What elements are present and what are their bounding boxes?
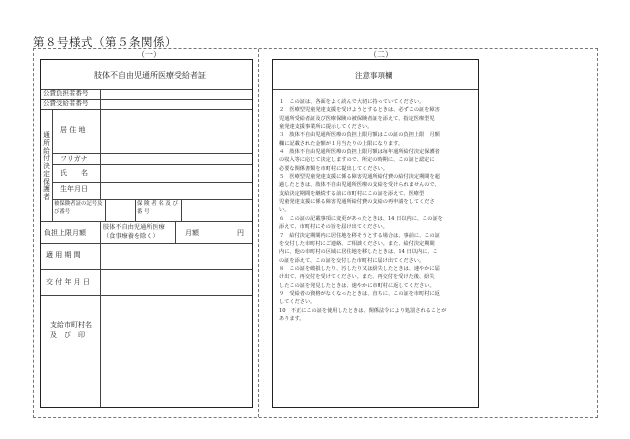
note-line: の収入等に応じて決定しますので、所定の時期に、この証と認定に xyxy=(279,157,435,164)
note-line: してください。 xyxy=(279,299,316,306)
note-line: を交付した市町村にご連絡、ご相談ください。また、給付決定期間 xyxy=(279,240,435,247)
note-line: ８ この証を破損したり、汚したり又は紛失したときは、速やかに届 xyxy=(279,265,440,272)
note-line: ３ 肢体不自由児通所医療の負担上限月額はこの証の負担上限 月額 xyxy=(279,132,440,139)
form-number-title: 第８号様式（第５条関係） xyxy=(33,35,177,49)
note-line: 童発達支援事業所に提示してください。 xyxy=(279,124,373,131)
application-period-label: 適 用 期 間 xyxy=(46,251,81,259)
note-line: 過したときは、肢体不自由児通所医療の支給を受けられませんので、 xyxy=(279,182,440,189)
note-line: ６ この証の記載事項に変更があったときは、14 日以内に、この証を xyxy=(279,215,443,222)
guardian-group-label: 通所給付決定保護者 xyxy=(43,131,50,202)
note-line: したこの証を発見したときは、速やかに市町村に返してください。 xyxy=(279,282,435,289)
name-label: 氏 名 xyxy=(60,169,88,177)
note-line: ７ 給付決定期間内に居住地を移そうとする場合は、事前に、この証 xyxy=(279,232,440,239)
fold-line xyxy=(258,49,259,417)
payer-number-label: 公費負担者番号 xyxy=(43,89,89,97)
notes-panel xyxy=(272,59,479,408)
note-line: 10 不正にこの証を使用したときは、関係法令により処罰されることが xyxy=(279,307,447,314)
note-line: の証を添えて、この証を交付した市町村に届け出てください。 xyxy=(279,257,425,264)
municipality-label-line2: 及 び 印 xyxy=(50,331,85,339)
notes-heading: 注意事項欄 xyxy=(355,71,393,80)
municipality-label-line1: 支給市町村名 xyxy=(50,321,92,329)
note-line: い。 xyxy=(279,207,290,214)
recipient-number-label: 公費受給者番号 xyxy=(43,99,89,107)
address-label: 居 住 地 xyxy=(60,126,86,134)
furigana-label: フリガナ xyxy=(60,155,88,163)
note-line: ２ 医療型児童発達支援を受けようとするときは、必ずこの証を障害 xyxy=(279,107,440,114)
yen-unit: 円 xyxy=(237,229,244,237)
note-line: ９ 受給者の資格がなくなったときは、直ちに、この証を市町村に返 xyxy=(279,290,440,297)
monthly-cap-value-label: 肢体不自由児通所医療（食事療養を除く） xyxy=(103,224,165,240)
monthly-cap-label: 負担上限月額 xyxy=(44,229,86,237)
note-line: 内に、他の市町村の区域に居住地を移したときは、14 日以内に、こ xyxy=(279,249,438,256)
note-line: 欄に記載された金額が１月当たりの上限になります。 xyxy=(279,140,404,147)
monthly-unit: 月額 xyxy=(185,229,199,237)
insurer-number-label: 保 険 者 名 及 び 番 号 xyxy=(137,201,178,216)
note-line: 支給決定期間を継続する前に市町村にこの証を添えて、医療型 xyxy=(279,190,425,197)
note-line: 児通所受給者証及び医療保険の被保険者証を添えて、指定医療型児 xyxy=(279,115,435,122)
note-line: ５ 医療型児童発達支援に係る障害児通所給付費の給付決定期間を超 xyxy=(279,174,440,181)
note-line: １ この証は、各面をよく読んで大切に持っていてください。 xyxy=(279,99,425,105)
left-panel-label: （一） xyxy=(137,50,161,59)
insured-symbol-label: 被保険者証の記号及び番号 xyxy=(54,201,103,216)
certificate-panel xyxy=(40,59,253,408)
right-panel-label: （二） xyxy=(369,50,393,59)
note-line: 必要な関係書類を市町村に提出してください。 xyxy=(279,165,388,172)
birth-date-label: 生年月日 xyxy=(60,185,88,193)
note-line: ４ 肢体不自由児通所医療の負担上限月額は毎年通所給付決定保護者 xyxy=(279,149,440,156)
note-line: け出て、再交付を受けてください。また、再交付を受けた後、紛失 xyxy=(279,274,435,281)
note-line: あります。 xyxy=(279,315,305,322)
notes-list xyxy=(279,98,473,323)
note-line: 添えて、市町村にその旨を届け出てください。 xyxy=(279,224,388,231)
certificate-heading: 肢体不自由児通所医療受給者証 xyxy=(94,71,206,80)
issue-date-label: 交 付 年 月 日 xyxy=(46,278,90,286)
note-line: 児童発達支援に係る障害児通所給付費の支給の再申請をしてくださ xyxy=(279,199,435,206)
